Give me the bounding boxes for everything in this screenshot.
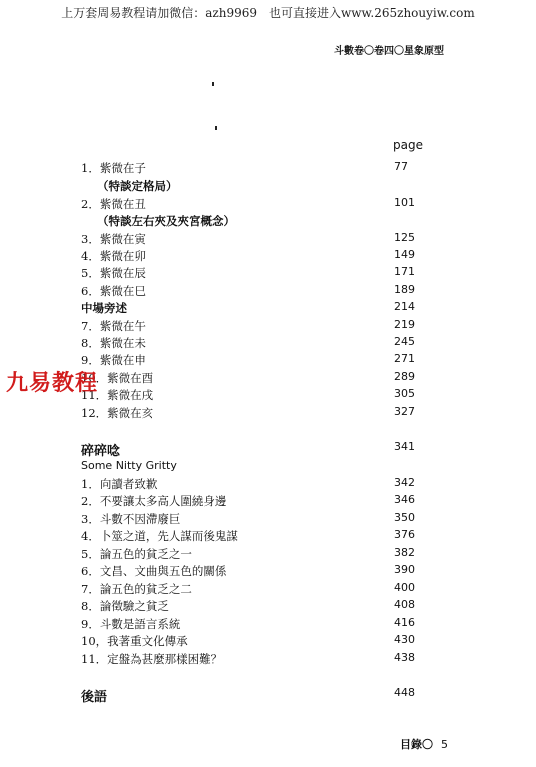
toc-entry-title: 3．紫微在寅 (81, 232, 146, 246)
toc-entry-page: 350 (394, 511, 415, 524)
toc-entry (0, 633, 536, 649)
toc-entry-page: 77 (394, 160, 408, 173)
toc-entry (0, 231, 536, 247)
scan-speck (215, 126, 217, 130)
page-number: 5 (441, 738, 448, 751)
toc-section-title: 後語 (81, 690, 108, 705)
page-footer (400, 736, 448, 752)
toc-entry-note (0, 213, 536, 229)
top-banner: 上万套周易教程请加微信：azh9969 也可直接进入www.265zhouyiw.com (61, 6, 475, 20)
toc-entry-page: 448 (394, 686, 415, 699)
toc-entry-page: 341 (394, 440, 415, 453)
toc-entry-page: 438 (394, 651, 415, 664)
toc-entry (0, 528, 536, 544)
toc-entry-title: 8．論徵驗之貧乏 (81, 599, 169, 613)
toc-entry-page: 390 (394, 563, 415, 576)
toc-section (0, 300, 536, 316)
toc-entry-title: 7．論五色的貧乏之二 (81, 582, 192, 596)
toc-entry-title: （特談左右夾及夾宮概念） (97, 214, 235, 228)
toc-entry (0, 546, 536, 562)
toc-section-title: 中場旁述 (81, 301, 127, 315)
toc-entry-title: 2．不要讓太多高人圍繞身邊 (81, 494, 227, 508)
toc-entry-title: 11．紫微在戌 (81, 388, 154, 402)
toc-entry-page: 400 (394, 581, 415, 594)
toc-entry-page: 219 (394, 318, 415, 331)
toc-entry-page: 327 (394, 405, 415, 418)
toc-entry-page: 101 (394, 196, 415, 209)
toc-entry-title: 3．斗數不因滯廢巨 (81, 512, 181, 526)
toc-entry (0, 476, 536, 492)
page-column-header: page (393, 138, 423, 152)
toc-section-subtitle: Some Nitty Gritty (81, 459, 177, 472)
toc-entry-page: 305 (394, 387, 415, 400)
toc-entry (0, 405, 536, 421)
toc-entry-page: 346 (394, 493, 415, 506)
toc-entry-page: 289 (394, 370, 415, 383)
toc-entry-page: 149 (394, 248, 415, 261)
toc-entry (0, 265, 536, 281)
toc-entry-title: 4．卜筮之道，先人謀而後鬼謀 (81, 529, 238, 543)
toc-entry (0, 581, 536, 597)
toc-entry-page: 382 (394, 546, 415, 559)
running-head: 斗數卷〇卷四〇星象原型 (334, 46, 444, 57)
toc-entry-title: 9．紫微在申 (81, 353, 146, 367)
toc-entry-title: 10，我著重文化傳承 (81, 634, 188, 648)
toc-entry (0, 598, 536, 614)
toc-entry-title: 11．定盤為甚麼那樣困難？ (81, 652, 223, 666)
toc-section-title: 碎碎唸 (81, 444, 121, 459)
toc-entry-title: 2．紫微在丑 (81, 197, 146, 211)
toc-entry-page: 430 (394, 633, 415, 646)
toc-entry-title: 10．紫微在酉 (81, 371, 154, 385)
toc-entry-title: 4．紫微在卯 (81, 249, 146, 263)
toc-entry-title: 6．文昌、文曲與五色的關係 (81, 564, 227, 578)
toc-entry-page: 416 (394, 616, 415, 629)
toc-entry-note (0, 178, 536, 194)
toc-entry-page: 408 (394, 598, 415, 611)
toc-entry-title: 8．紫微在未 (81, 336, 146, 350)
scan-speck (212, 82, 214, 86)
toc-entry-page: 189 (394, 283, 415, 296)
footer-label: 目錄〇 (400, 738, 433, 751)
toc-entry (0, 493, 536, 509)
toc-entry-title: 12．紫微在亥 (81, 406, 154, 420)
toc-subtitle (0, 459, 536, 475)
toc-entry (0, 283, 536, 299)
toc-entry (0, 511, 536, 527)
toc-entry-title: 5．紫微在辰 (81, 266, 146, 280)
toc-entry-page: 245 (394, 335, 415, 348)
toc-entry-title: 6．紫微在巳 (81, 284, 146, 298)
toc-entry-title: 7．紫微在午 (81, 319, 146, 333)
toc-entry-title: 5．論五色的貧乏之一 (81, 547, 192, 561)
toc-entry-page: 171 (394, 265, 415, 278)
toc-entry (0, 563, 536, 579)
toc-entry (0, 335, 536, 351)
toc-entry-page: 271 (394, 352, 415, 365)
toc-entry-title: 1．向讀者致歉 (81, 477, 158, 491)
toc-entry (0, 318, 536, 334)
toc-entry (0, 616, 536, 632)
watermark-logo: 九易教程 (6, 371, 99, 396)
toc-entry-title: 9．斗數是語言系統 (81, 617, 181, 631)
toc-entry (0, 160, 536, 176)
toc-entry-page: 214 (394, 300, 415, 313)
toc-entry-title: （特談定格局） (97, 179, 178, 193)
toc-section (0, 440, 536, 459)
toc-entry-page: 125 (394, 231, 415, 244)
toc-entry (0, 248, 536, 264)
toc-entry (0, 196, 536, 212)
toc-section (0, 686, 536, 705)
toc-entry-title: 1．紫微在子 (81, 161, 146, 175)
toc-entry (0, 651, 536, 667)
toc-entry-page: 376 (394, 528, 415, 541)
toc-entry-page: 342 (394, 476, 415, 489)
